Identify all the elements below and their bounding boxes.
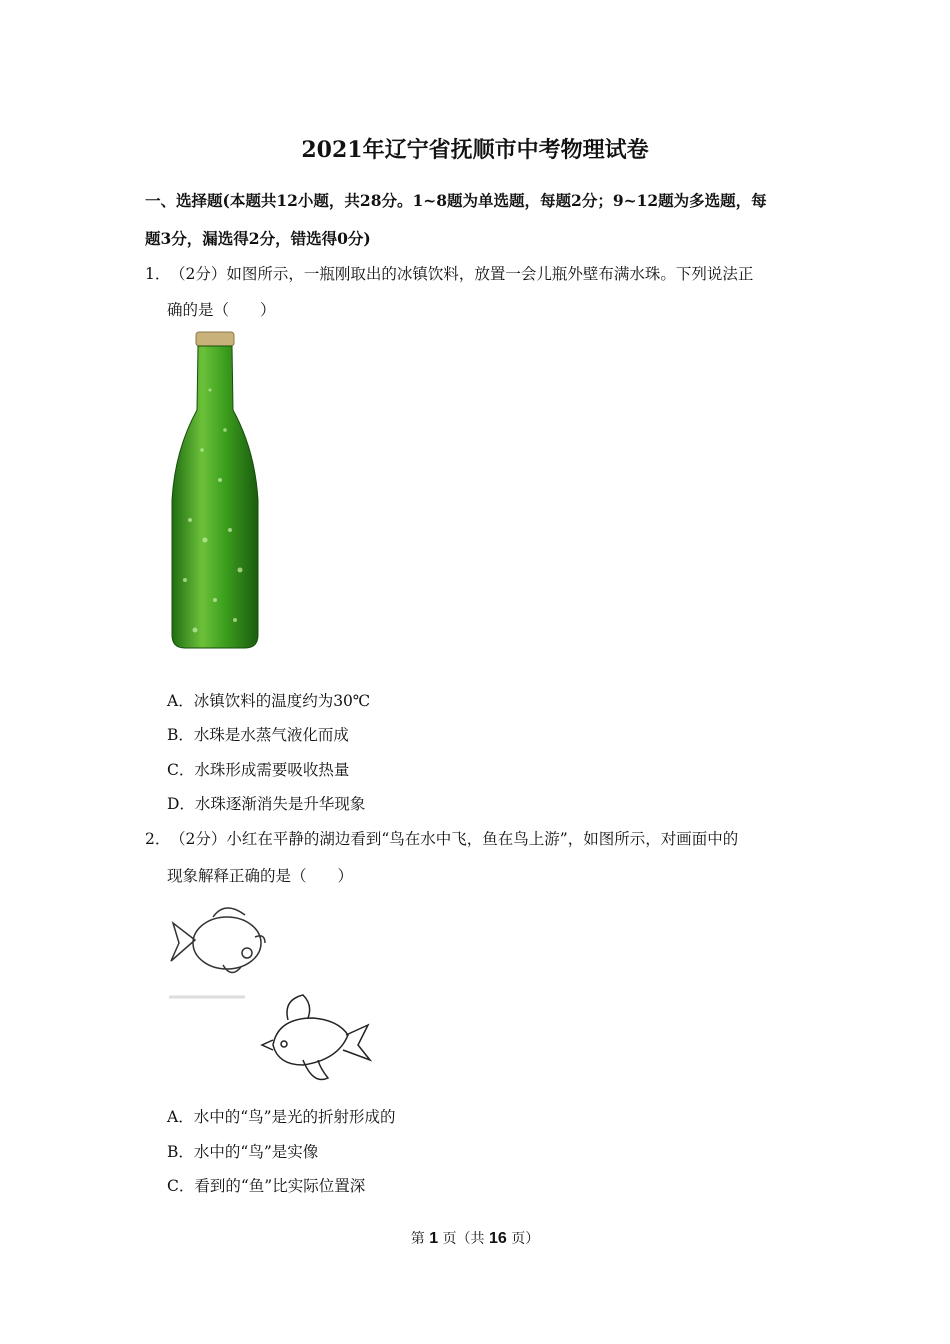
page-title: 2021年辽宁省抚顺市中考物理试卷 <box>301 137 649 163</box>
q2-option-c: C．看到的“鱼”比实际位置深 <box>167 1177 366 1195</box>
question-2-text-line1: （2分）小红在平静的湖边看到“鸟在水中飞，鱼在鸟上游”，如图所示，对画面中的 <box>170 830 739 848</box>
question-1-text-line1: （2分）如图所示，一瓶刚取出的冰镇饮料，放置一会儿瓶外壁布满水珠。下列说法正 <box>170 265 754 283</box>
footer-total-pages: 16 <box>489 1230 507 1247</box>
question-2-number: 2． <box>145 830 171 848</box>
footer-prefix: 第 <box>410 1231 430 1247</box>
footer-page-number: 1 <box>429 1230 439 1247</box>
q2-option-a: A．水中的“鸟”是光的折射形成的 <box>167 1108 396 1126</box>
question-2-text-line2: 现象解释正确的是（ ） <box>167 867 354 885</box>
fish-image <box>165 895 275 1005</box>
question-1-number: 1． <box>145 265 171 283</box>
bottle-image <box>160 330 270 655</box>
section-heading-line2: 题3分，漏选得2分，错选得0分) <box>145 229 371 248</box>
section-heading-line1: 一、选择题(本题共12小题，共28分。1~8题为单选题，每题2分；9~12题为多选题，每 <box>145 191 767 210</box>
q1-option-c: C．水珠形成需要吸收热量 <box>167 761 350 779</box>
footer-suffix: 页） <box>506 1231 540 1247</box>
q1-option-a: A．冰镇饮料的温度约为30℃ <box>167 692 371 710</box>
q1-option-b: B．水珠是水蒸气液化而成 <box>167 726 349 744</box>
q2-option-b: B．水中的“鸟”是实像 <box>167 1143 319 1161</box>
bird-image <box>258 990 373 1085</box>
footer-middle: 页（共 <box>438 1231 489 1247</box>
q1-option-d: D．水珠逐渐消失是升华现象 <box>167 795 366 813</box>
page-footer <box>0 1228 950 1248</box>
question-1-text-line2: 确的是（ ） <box>167 301 276 319</box>
